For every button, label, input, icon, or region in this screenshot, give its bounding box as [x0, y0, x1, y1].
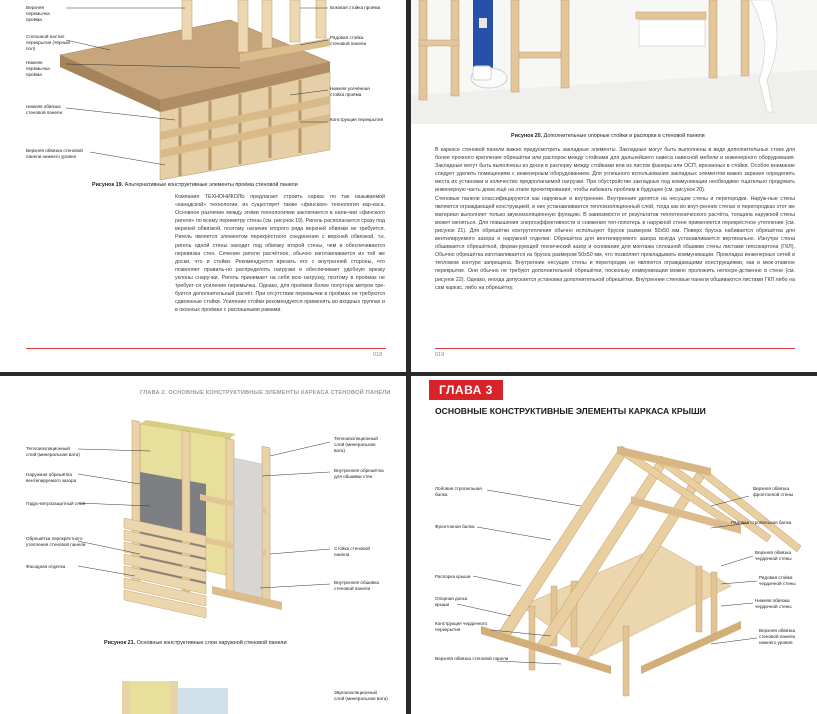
label-knee-wall-top-plate: Верхняя обвязка чердачной стены [755, 550, 792, 561]
label-attic-floor: Конструкция чердачного перекрытия [435, 621, 488, 632]
label-wind-barrier: Гидро-ветрозащитный слой [26, 501, 86, 506]
label-bottom-plate: Нижняя обвязка стеновой панели [26, 104, 63, 115]
label-fascia-rafter: Лобовая стропильная балка [435, 486, 482, 497]
label-insulation-right: Теплоизоляционный слой (минеральная вата) [334, 436, 378, 453]
figure-20-caption-text: Дополнительные опорные стойки и распорки в стеновой панели [543, 133, 705, 139]
chapter-title: ОСНОВНЫЕ КОНСТРУКТИВНЫЕ ЭЛЕМЕНТЫ КАРКАСА КРЫШИ [435, 406, 706, 416]
label-common-rafter: Рядовая стропильная балка [731, 520, 792, 525]
page-number-019: 019 [435, 352, 445, 358]
label-cross-insulation-batten: Обрешётка перекрёстного утепления стеновой панели [26, 536, 86, 547]
figure-19-caption [92, 182, 298, 188]
figure-21-caption-label: Рисунок 21. [104, 640, 136, 646]
footer-rule [26, 348, 386, 349]
label-gable-beam: Фронтонная балка [435, 524, 475, 529]
footer-rule [435, 348, 795, 349]
label-king-stud: Боковая стойка проёма [330, 5, 381, 10]
label-floor-structure: Конструкция перекрытия [330, 117, 384, 122]
label-facade-cladding: Фасадная отделка [26, 564, 66, 569]
page-chapter-3 [411, 376, 817, 714]
page-020 [0, 376, 406, 714]
page-number-018: 018 [373, 352, 383, 358]
label-lower-level-top-plate: Верхняя обвязка стеновой панели нижнего уровня [759, 628, 796, 645]
figure-19-caption-text: Альтернативные конструктивные элементы проёма стеновой панели [124, 182, 298, 188]
label-gable-top-plate: Верхняя обвязка фронтонной стены [753, 486, 794, 497]
label-insulation-left: Теплоизоляционный слой (минеральная вата) [26, 446, 80, 457]
label-common-stud: Рядовая стойка стеновой панели [330, 35, 367, 46]
label-knee-wall-stud: Рядовая стойка чердачной стены [759, 575, 796, 586]
label-wall-top-plate: Верхняя обвязка стеновой панели [435, 656, 509, 661]
figure-21-caption-text: Основные конструктивные слои наружной стеновой панели [136, 640, 287, 646]
body-text-019 [435, 146, 795, 292]
label-wall-stud: Стойка стеновой панели [334, 546, 370, 557]
label-cripple-stud: Нижняя усечённая стойка проёма [330, 86, 370, 97]
chapter-badge: ГЛАВА 3 [429, 380, 503, 400]
running-head: ГЛАВА 2. ОСНОВНЫЕ КОНСТРУКТИВНЫЕ ЭЛЕМЕНТЫ КАРКАСА СТЕНОВОЙ ПАНЕЛИ [140, 390, 391, 396]
label-inner-sheathing: Внутренняя обшивка стеновой панели [334, 580, 379, 591]
label-inner-batten: Внутренняя обрешётка для обшивки стен [334, 468, 384, 479]
figure-20-illustration [411, 0, 817, 124]
figure-19-caption-label: Рисунок 19. [92, 182, 124, 188]
label-sound-insulation: Звукоизоляционный слой (минеральная вата) [334, 690, 388, 701]
roof-frame-illustration [411, 416, 817, 714]
label-knee-wall-bottom-plate: Нижняя обвязка чердачной стены [755, 598, 792, 609]
figure-21-caption [104, 640, 286, 646]
body-text-018: Компания ТЕХНОНИКОЛЬ предлагает строить каркас по так называемой «канадской» технологии, из существует также «финская» технология кар-каса. Основное различие между этими технологиями заключается в нали-чии «финского ригеля» по всему периметру стены (см. рисунок 19). Ригель располагается сразу под верхней обвязкой, поэтому наличие второго ряда верхней обвязки не требуется. Ригель является элементом перекрёстного соединения с верхней обвязкой, т.к. ригель одной стены заходит под обвязку второй стены, чем и обеспечивается перевязка стен. Сечение ригеля расчётное, обычно изготавливается из той же доски, что и стойки. Рекомендуется врезать его с внутренней стороны, что позволяет правиль-но распределять нагрузки и обеспечивает удобную врезку уклоны снару-жи. Ригель принимает на себя всю нагрузку, поэтому в проёмах не требует-ся усиление перемычка. Однако, для проёмов более полутора метров тре-буется дополнительный расчёт. При отсутствии перемычки в проёмах не требуются сдвоенные стойки. Усиление стойки рекомендуется применять во входных группах и в оконных проёмах с распашными рамами. [175, 194, 385, 314]
label-ventilated-gap-batten: Наружная обрешётка вентилируемого зазора [26, 472, 77, 483]
label-top-plate-lower-level: Верхняя обвязка стеновой панели нижнего уровня [26, 148, 83, 159]
body-paragraph: Стеновые панели классифицируются как наружные и внутренние. Внутренние делятся на несущие стены и перегородки. Наруж-ные стены являются ограждающей конструкцией, в них устанавливается теплоизоляционный слой, тогда как во внут-ренних стенах и перегородках этот же материал выполняет только звукоизоляционную функцию. В зависимости от результатов теплотехнического расчёта, толщина наружной стены может меняться. Для повышения энергоэффективности и снижения теп-лопотерь в наружной стене применяется перекрёстное утепление (см. рисунок 21). Для обрешётки контрутепления обычно используют брусок размером 50х50 мм. Поверх бруска набивается обрешётка для вентилируемого зазора и наружной отделки. Обрешётка для вентилируемого зазора всегда устанавливается вертикально. Изнутри стена обшивается обрешёткой, форми-рующей технический зазор и основание для монтажа сплошной обшивки стены листами гипсокартона (ГКЛ). Обычно обрешётка изготавливается из бруска размером 50х50 мм, что позволяет прокладывать коммуникации. Прокладка инженерных сетей в тепловом контуре запрещена. Внутренние несущие стены и перегородки не являются ограждающими конструкциями, как и меж-этажное перекрытие. Они обычно не требуют дополнительной обрешётки, поскольку коммуникации можно проложить непосре-дственно в стене (см. рисунок 22). Однако, иногда допускается установка дополнительной обрешётки. Внутренние стеновые панели обшиваются листами ГКЛ либо на сам каркас, либо на обрешётку. [435, 195, 795, 291]
page-019 [411, 0, 817, 372]
label-subfloor: Сплошной настил перекрытия (чёрный пол) [26, 34, 70, 51]
figure-20-caption [511, 133, 705, 139]
body-paragraph: В каркасе стеновой панели важно предусмотреть закладные элементы. Закладные могут быть выполнены в виде дополнительных стоек для более прочного крепления обрешётки или распорок между стойками для дальнейшего навеса навесной мебели и инженерного оборудования. Закладные могут быть выполнены из доски в распорку между стойками или из листов фанеры или ОСП, врезанных в стойки. Особое внимание следует уделить помещениям с инженерным оборудованием. Для успешного использования закладных элементов важно заранее определить места их установки и количество предполагаемой нагрузки. При обустройстве закладных под коммуникации необходимо тщательно продумать инженерную часть дома ещё на этапе проектирования, чтобы избежать проблем в будущем (см. рисунок 20). [435, 147, 795, 194]
label-bottom-header-lintel: Нижняя перемычка проёма [26, 60, 50, 77]
label-roof-support-board: Опорная доска крыши [435, 596, 468, 607]
figure-20-caption-label: Рисунок 20. [511, 133, 543, 139]
page-018 [0, 0, 406, 372]
label-top-header-lintel: Верхняя перемычка проёма [26, 5, 50, 22]
label-roof-brace: Распорка крыши [435, 574, 471, 579]
